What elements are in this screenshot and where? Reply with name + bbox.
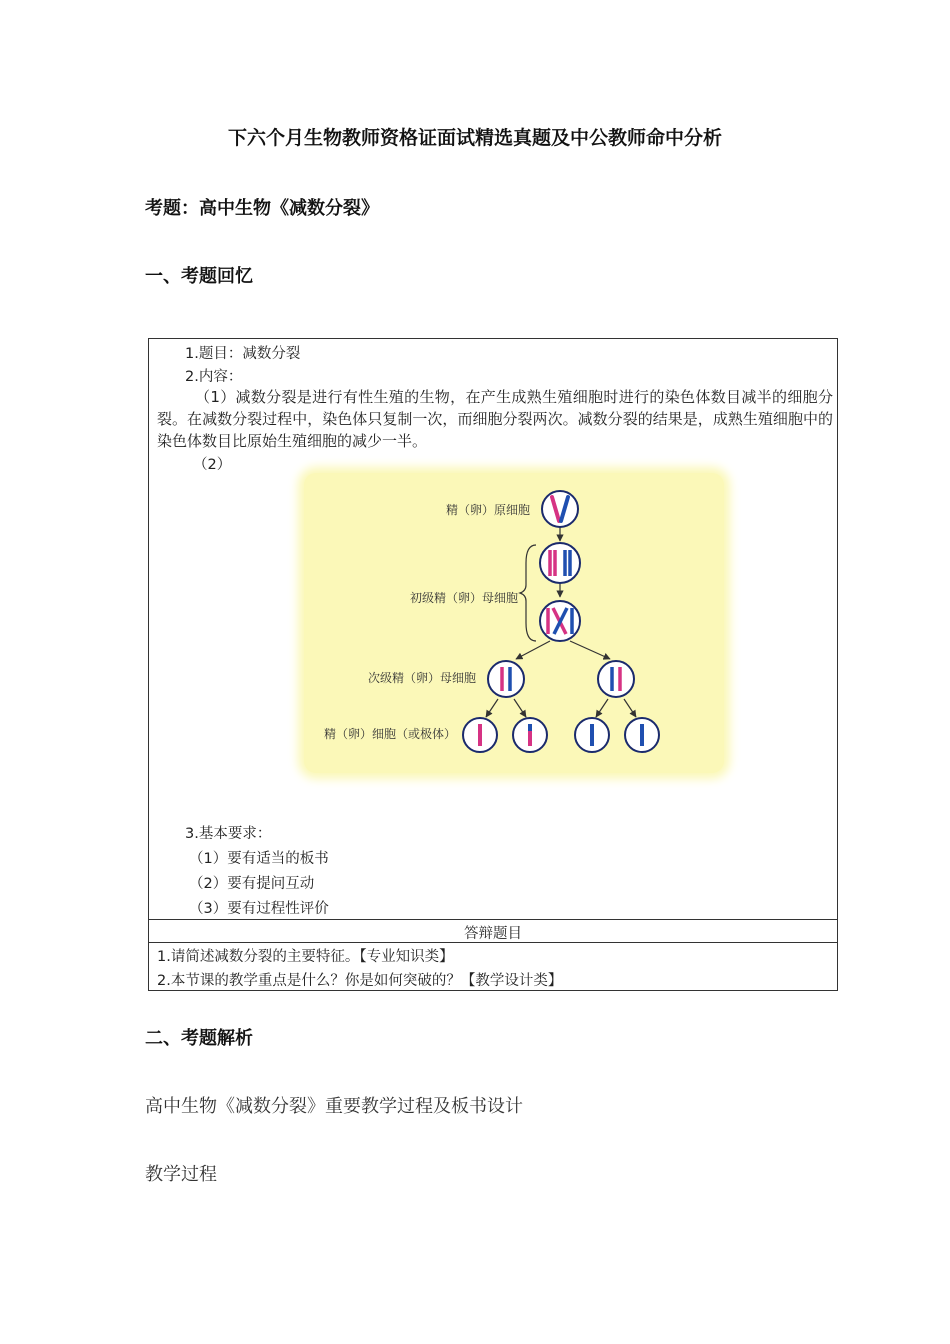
arrow-to-secondary-right [570, 641, 610, 659]
cell-final-4 [625, 718, 659, 752]
meiosis-drawing [304, 473, 724, 773]
defense-question-2: 2.本节课的教学重点是什么？你是如何突破的？【教学设计类】 [157, 973, 563, 989]
cell-secondary-1 [488, 661, 524, 697]
primary-bracket [520, 545, 536, 641]
divider-bottom [149, 942, 837, 943]
answer-header: 答辩题目 [464, 926, 522, 942]
label-original-cell: 精（卵）原细胞 [446, 503, 531, 517]
cell-final-3 [575, 718, 609, 752]
requirement-3: （3）要有过程性评价 [189, 901, 329, 917]
label-primary-cell: 初级精（卵）母细胞 [410, 591, 519, 605]
process-title: 教学过程 [145, 1164, 217, 1185]
cell-secondary-2 [598, 661, 634, 697]
cell-primary-1 [540, 543, 580, 583]
exam-topic: 考题：高中生物《减数分裂》 [145, 198, 379, 219]
question-title: 1.题目：减数分裂 [185, 346, 301, 362]
arrow-to-secondary-left [516, 641, 550, 659]
label-secondary-cell: 次级精（卵）母细胞 [368, 671, 477, 685]
requirements-heading: 3.基本要求： [185, 826, 272, 842]
arrow-final-4 [624, 699, 636, 717]
arrow-final-3 [596, 699, 608, 717]
cell-final-1 [463, 718, 497, 752]
section-heading-analysis: 二、考题解析 [145, 1028, 253, 1049]
cell-original [542, 491, 578, 527]
content-item-2: （2） [193, 457, 232, 473]
meiosis-diagram [304, 473, 724, 773]
arrow-final-1 [486, 699, 498, 717]
requirement-2: （2）要有提问互动 [189, 876, 315, 892]
label-final-cell: 精（卵）细胞（或极体） [324, 727, 457, 741]
content-paragraph-1: （1）减数分裂是进行有性生殖的生物，在产生成熟生殖细胞时进行的染色体数目减半的细胞分裂。在减数分裂过程中，染色体只复制一次，而细胞分裂两次。减数分裂的结果是，成熟生殖细胞中的染色体数目比原始生殖细胞的减少一半。 [157, 388, 833, 450]
defense-question-1: 1.请简述减数分裂的主要特征。【专业知识类】 [157, 949, 454, 965]
cell-primary-2 [540, 601, 580, 641]
document-title: 下六个月生物教师资格证面试精选真题及中公教师命中分析 [227, 127, 722, 149]
content-heading: 2.内容： [185, 369, 243, 385]
requirement-1: （1）要有适当的板书 [189, 851, 329, 867]
divider-top [149, 919, 837, 920]
analysis-title: 高中生物《减数分裂》重要教学过程及板书设计 [145, 1096, 523, 1117]
cell-final-2 [513, 718, 547, 752]
arrow-final-2 [514, 699, 526, 717]
section-heading-recall: 一、考题回忆 [145, 266, 253, 287]
exam-question-box [148, 338, 838, 991]
